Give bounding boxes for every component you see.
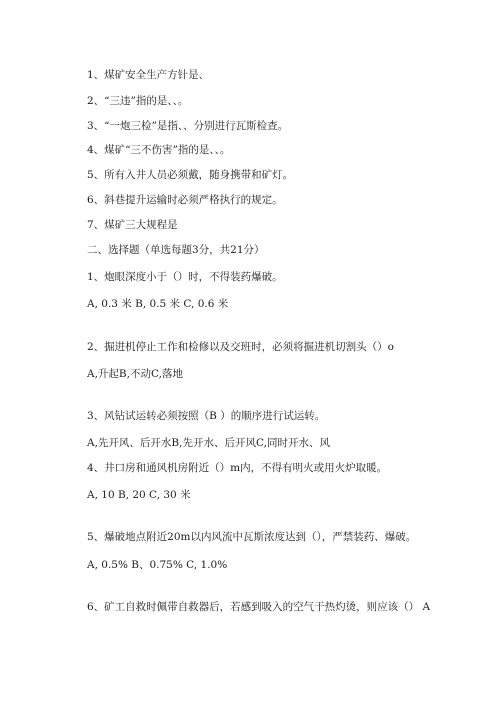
choice-options-4: A, 10 B, 20 C, 30 米	[87, 489, 191, 501]
fill-question-4: 4、煤矿“三不伤害”指的是、、。	[87, 144, 231, 156]
choice-question-3: 3、风钻试运转必须按照（B ）的顺序进行试运转。	[87, 410, 326, 422]
choice-options-2: A,升起B,不动C,落地	[87, 368, 183, 380]
section-heading-choice: 二、选择题（单选每题3分，共21分）	[87, 244, 265, 256]
fill-question-2: 2、“三违”指的是、、。	[87, 95, 189, 107]
choice-options-1: A, 0.3 米 B, 0.5 米 C, 0.6 米	[87, 298, 229, 310]
fill-question-7: 7、煤矿三大规程是	[87, 219, 178, 231]
choice-question-1: 1、炮眼深度小于（）时，不得装药爆破。	[87, 271, 283, 283]
choice-question-4: 4、井口房和通风机房附近（）m内，不得有明火或用火炉取暖。	[87, 462, 388, 474]
choice-options-3: A,先开风、后开水B,先开水、后开风C,同时开水、风	[87, 437, 330, 449]
fill-question-5: 5、所有入井人员必须戴，随身携带和矿灯。	[87, 169, 294, 181]
choice-question-2: 2、掘进机停止工作和检修以及交班时，必须将掘进机切割头（）o	[87, 341, 395, 353]
choice-question-6: 6、矿工自救时佩带自救器后，若感到吸入的空气干热灼烫，则应该（） A	[87, 601, 431, 613]
fill-question-6: 6、斜巷提升运输时必须严格执行的规定。	[87, 194, 283, 206]
choice-options-5: A, 0.5% B、0.75% C, 1.0%	[87, 559, 228, 571]
fill-question-3: 3、“一炮三检”是指、、分别进行瓦斯检查。	[87, 120, 289, 132]
fill-question-1: 1、煤矿安全生产方针是、	[87, 69, 210, 81]
choice-question-5: 5、爆破地点附近20m以内风流中瓦斯浓度达到（），严禁装药、爆破。	[87, 531, 417, 543]
